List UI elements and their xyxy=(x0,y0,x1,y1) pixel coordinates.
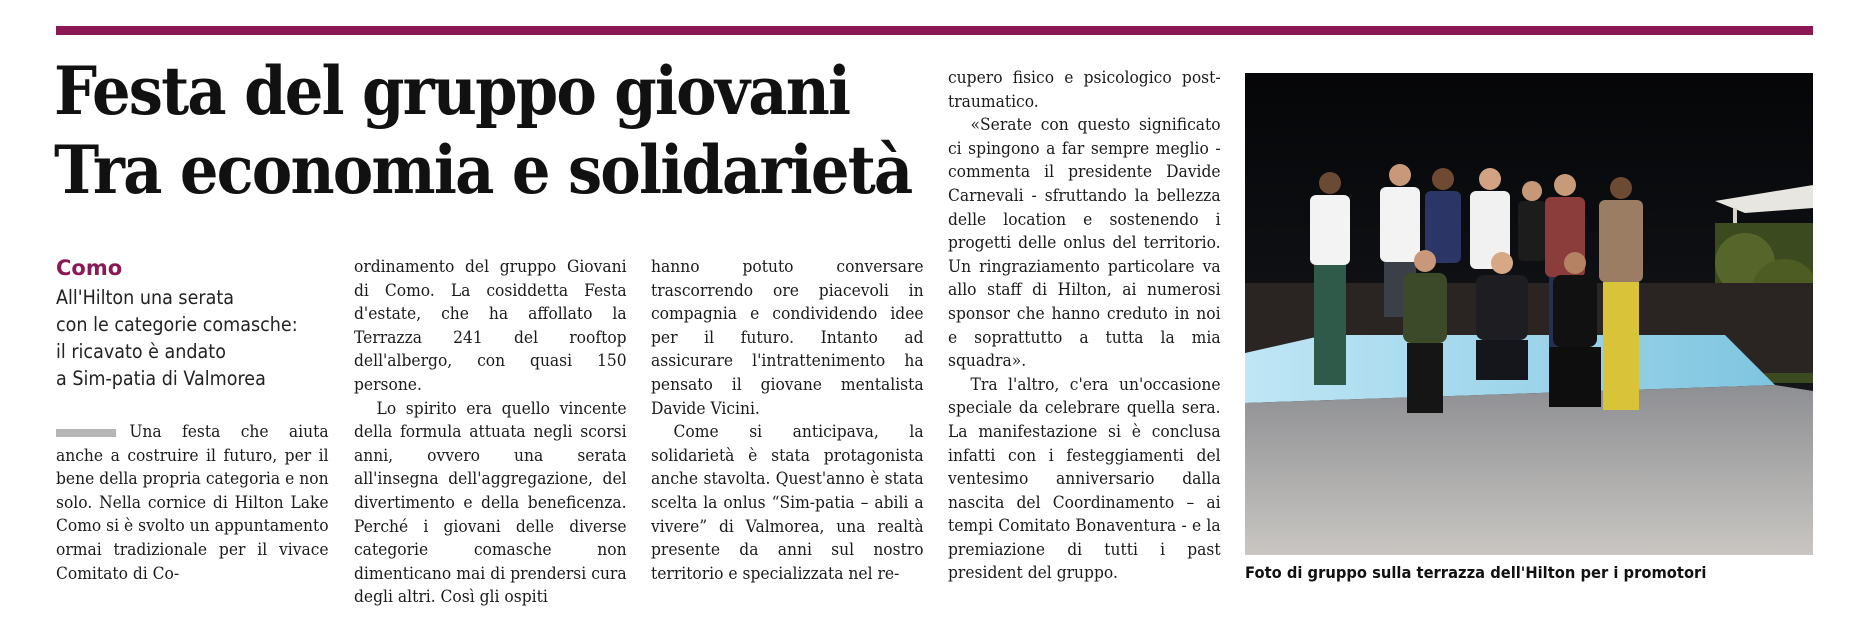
headline-line-1: Festa del gruppo giovani xyxy=(54,52,850,130)
article-column-4 xyxy=(948,66,1221,585)
photo-caption: Foto di gruppo sulla terrazza dell'Hilton per i promotori xyxy=(1245,563,1707,582)
summary-line-3: il ricavato è andato xyxy=(56,340,226,363)
section-label: Como xyxy=(56,256,123,280)
summary-line-4: a Sim-patia di Valmorea xyxy=(56,367,266,390)
headline xyxy=(54,52,912,210)
paragraph: Tra l'altro, c'era un'occasione speciale da celebrare quella sera. La manifestazione si è conclusa infatti con i festeggiamenti del ventesimo anniversario dalla nascita del Coordinamento – ai tempi Comitato Bonaventura - e la premiazione di tutti i past president del gruppo. xyxy=(948,374,1221,583)
top-accent-bar xyxy=(56,26,1813,35)
paragraph: «Serate con questo significato ci spingono a far sempre meglio - commenta il presidente Davide Carnevali - sfruttando la bellezza delle location e sostenendo i progetti delle onlus del territorio. Un ringraziamento particolare va allo staff di Hilton, ai numerosi sponsor che hanno creduto in noi e soprattutto a tutta la mia squadra». xyxy=(948,115,1221,371)
summary-line-1: All'Hilton una serata xyxy=(56,286,234,309)
paragraph: Lo spirito era quello vincente della formula attuata negli scorsi anni, ovvero una serata all'insegna dell'aggregazione, del divertimento e della beneficenza. Perché i giovani delle diverse categorie comasche non dimenticano mai di prendersi cura degli altri. Così gli ospiti xyxy=(354,398,627,607)
paragraph: hanno potuto conversare trascorrendo ore piacevoli in compagnia e condividendo idee per il futuro. Intanto ad assicurare l'intrattenimento ha pensato il giovane mentalista Davide Vicini. xyxy=(651,257,924,418)
paragraph: Una festa che aiuta anche a costruire il futuro, per il bene della propria categoria e non solo. Nella cornice di Hilton Lake Como si è svolto un appuntamento ormai tradizionale per il vivace Comitato di Co- xyxy=(56,422,329,583)
summary-line-2: con le categorie comasche: xyxy=(56,313,298,336)
paragraph: ordinamento del gruppo Giovani di Como. La cosiddetta Festa d'estate, che ha affollato la Terrazza 241 del rooftop dell'albergo, con quasi 150 persone. xyxy=(354,257,627,394)
paragraph: cupero fisico e psicologico post-traumatico. xyxy=(948,68,1221,111)
article-column-1 xyxy=(56,420,329,585)
lead-marker xyxy=(56,429,116,437)
group-photo xyxy=(1245,73,1813,555)
article-column-3 xyxy=(651,255,924,585)
headline-line-2: Tra economia e solidarietà xyxy=(54,131,912,209)
paragraph: Come si anticipava, la solidarietà è stata protagonista anche stavolta. Quest'anno è stata scelta la onlus “Sim-patia – abili a vivere” di Valmorea, una realtà presente da anni sul nostro territorio e specializzata nel re- xyxy=(651,422,924,583)
article-column-2 xyxy=(354,255,627,609)
summary xyxy=(56,284,317,392)
